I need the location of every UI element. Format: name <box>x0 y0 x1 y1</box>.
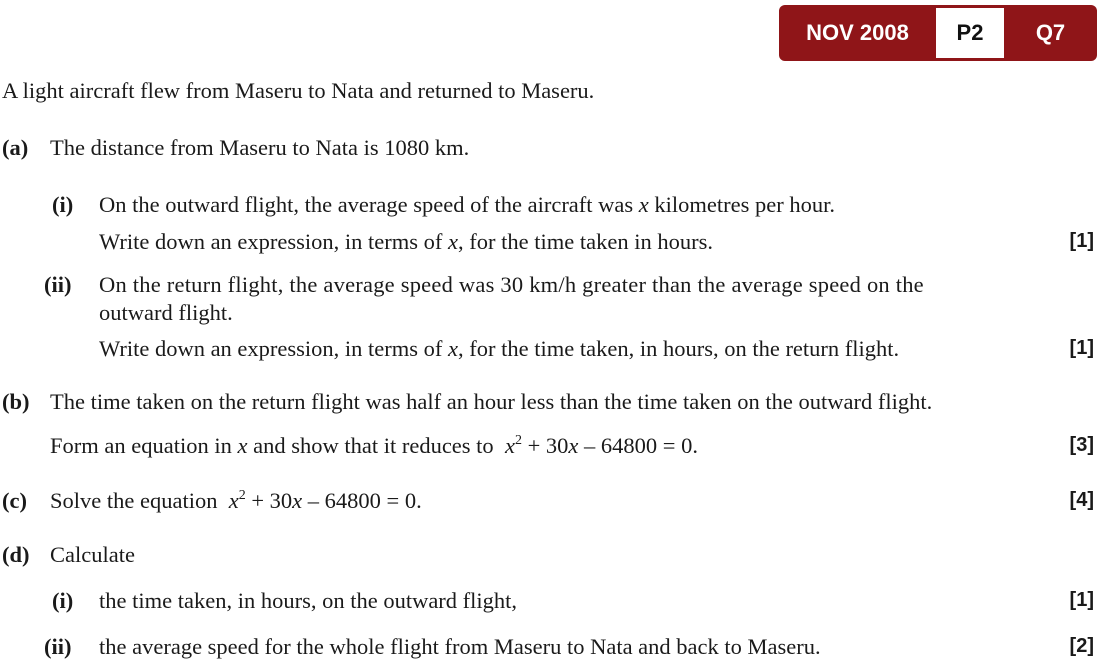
part-d-label: (d) <box>2 542 30 567</box>
exam-session-label: NOV 2008 <box>806 20 909 45</box>
part-c-text: Solve the equation $x^2 + 30x - 64800 = 0$. <box>50 488 422 513</box>
part-b-equation: $x^2 + 30x - 64800 = 0$. <box>504 433 698 458</box>
part-d-text: Calculate <box>50 542 135 567</box>
part-c-marks: [4] <box>1069 489 1094 511</box>
question-intro: A light aircraft flew from Maseru to Nata and returned to Maseru. <box>2 78 595 103</box>
part-d-ii-marks: [2] <box>1069 635 1094 657</box>
part-b-line1: The time taken on the return flight was half an hour less than the time taken on the outward flight. <box>50 389 933 414</box>
part-a-ii-line1: On the return flight, the average speed was 30 km/h greater than the average speed on the <box>99 272 924 297</box>
part-a-i-line1: On the outward flight, the average speed of the aircraft was x kilometres per hour. <box>99 192 835 217</box>
part-c-label: (c) <box>2 488 27 513</box>
paper-number-label: P2 <box>936 8 1004 58</box>
part-a-i-marks: [1] <box>1069 230 1094 252</box>
part-d-i-text: the time taken, in hours, on the outward flight, <box>99 588 518 613</box>
part-a-i-label: (i) <box>52 192 74 217</box>
part-b-label: (b) <box>2 389 30 414</box>
part-a-ii-line2: outward flight. <box>99 300 233 325</box>
question-number-label: Q7 <box>1035 20 1066 45</box>
question-reference-badge <box>779 5 1097 61</box>
part-a-i-line2: Write down an expression, in terms of x, for the time taken in hours. <box>99 229 713 254</box>
part-a-ii-label: (ii) <box>44 272 72 297</box>
part-c-equation: $x^2 + 30x - 64800 = 0$. <box>228 488 422 513</box>
part-a-ii-marks: [1] <box>1069 337 1094 359</box>
part-d-i-label: (i) <box>52 588 74 613</box>
part-b-line2: Form an equation in x and show that it reduces to $x^2 + 30x - 64800 = 0$. <box>50 433 698 458</box>
part-a-ii-line3: Write down an expression, in terms of x, for the time taken, in hours, on the return flight. <box>99 336 900 361</box>
part-d-i-marks: [1] <box>1069 589 1094 611</box>
part-d-ii-text: the average speed for the whole flight from Maseru to Nata and back to Maseru. <box>99 634 821 659</box>
part-a-text: The distance from Maseru to Nata is 1080 km. <box>50 135 470 160</box>
part-b-marks: [3] <box>1069 434 1094 456</box>
part-d-ii-label: (ii) <box>44 634 72 659</box>
part-a-label: (a) <box>2 135 29 160</box>
